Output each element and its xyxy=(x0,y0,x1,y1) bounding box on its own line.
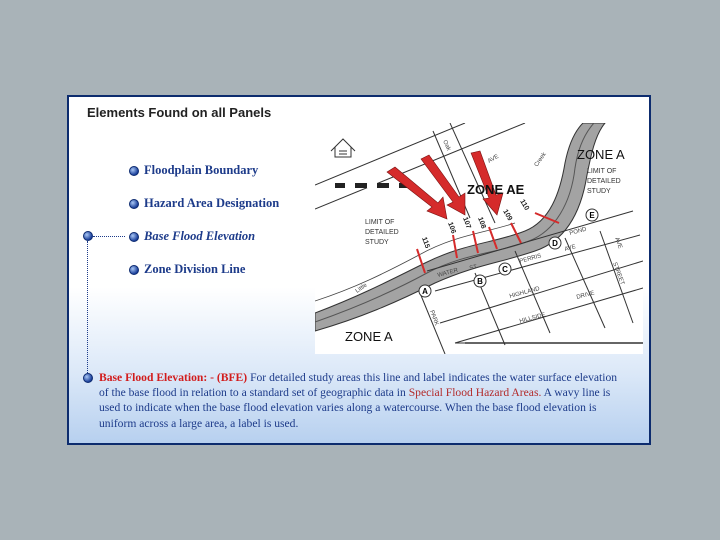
limit-right-1: LIMIT OF xyxy=(587,168,617,175)
bullet-icon xyxy=(129,166,139,176)
street-perris: PERRIS xyxy=(518,253,543,265)
street-ave: AVE xyxy=(487,153,501,165)
bullet-icon xyxy=(129,232,139,242)
marker-a: A xyxy=(422,287,428,296)
limit-left-2: DETAILED xyxy=(365,229,399,236)
bfe-106: 106 xyxy=(446,221,457,235)
limit-left-1: LIMIT OF xyxy=(365,219,395,226)
item-base-flood-elevation xyxy=(129,229,255,244)
flood-map-svg xyxy=(315,123,643,354)
item-floodplain-boundary xyxy=(129,163,258,178)
marker-b: B xyxy=(477,277,483,286)
limit-left-3: STUDY xyxy=(365,239,389,246)
street-hillside: HILLSIDE xyxy=(518,312,547,325)
street-ave-2: AVE xyxy=(563,244,577,253)
item-label: Zone Division Line xyxy=(144,262,246,276)
limit-right-3: STUDY xyxy=(587,188,611,195)
bfe-107: 107 xyxy=(461,216,472,230)
street-drive: DRIVE xyxy=(575,290,596,301)
item-zone-division-line xyxy=(129,262,245,277)
street-ave-3: AVE xyxy=(613,236,623,250)
zone-a-bottom-label: ZONE A xyxy=(345,329,393,344)
item-hazard-area-designation xyxy=(129,196,279,211)
bfe-110: 110 xyxy=(518,198,530,212)
item-label: Floodplain Boundary xyxy=(144,163,259,177)
zone-ae-label: ZONE AE xyxy=(467,182,525,197)
bullet-icon xyxy=(129,265,139,275)
description-highlight: Special Flood Hazard Areas. xyxy=(408,386,542,400)
street-highland: HIGHLAND xyxy=(508,286,541,300)
zone-a-top-label: ZONE A xyxy=(577,147,625,162)
creek-little: Little xyxy=(354,282,369,295)
description-text-2: A wavy line is used to indicate when the base flood elevation varies along a watercourse. When the base flood elevation is uniform across a large area, a label is used. xyxy=(99,386,611,430)
bfe-115: 115 xyxy=(420,236,431,250)
street-water: WATER xyxy=(436,267,459,279)
description-text-1: For detailed study areas this line and label indicates the water surface elevation of the base flood in relation to a standard set of geographic data in xyxy=(99,371,618,400)
description-term: Base Flood Elevation: xyxy=(99,371,208,384)
slide-panel xyxy=(69,97,649,443)
slide-title: Elements Found on all Panels xyxy=(87,105,272,120)
street-street: STREET xyxy=(611,261,625,286)
marker-e: E xyxy=(589,211,595,220)
street-oak: Oak xyxy=(441,139,452,152)
street-pond: POND xyxy=(568,226,588,237)
leader-bullet-icon xyxy=(83,231,93,241)
description-bullet-icon xyxy=(83,373,93,383)
bfe-108: 108 xyxy=(476,216,487,230)
item-label: Hazard Area Designation xyxy=(144,196,280,210)
bullet-icon xyxy=(129,199,139,209)
marker-c: C xyxy=(502,265,508,274)
limit-right-2: DETAILED xyxy=(587,178,621,185)
street-park: PARK xyxy=(428,309,440,327)
leader-dotted-line xyxy=(93,236,125,237)
leader-vertical-line xyxy=(87,241,88,373)
flood-map xyxy=(315,123,643,354)
item-label: Base Flood Elevation xyxy=(144,229,256,243)
creek-label: Creek xyxy=(533,151,548,169)
house-icon xyxy=(331,139,355,157)
marker-d: D xyxy=(552,239,558,248)
description xyxy=(99,370,619,431)
street-st: ST xyxy=(468,264,478,272)
floodway-band xyxy=(315,123,605,331)
bfe-109: 109 xyxy=(501,208,514,223)
slide-frame xyxy=(67,95,651,445)
description-abbr: - (BFE) xyxy=(210,371,248,384)
